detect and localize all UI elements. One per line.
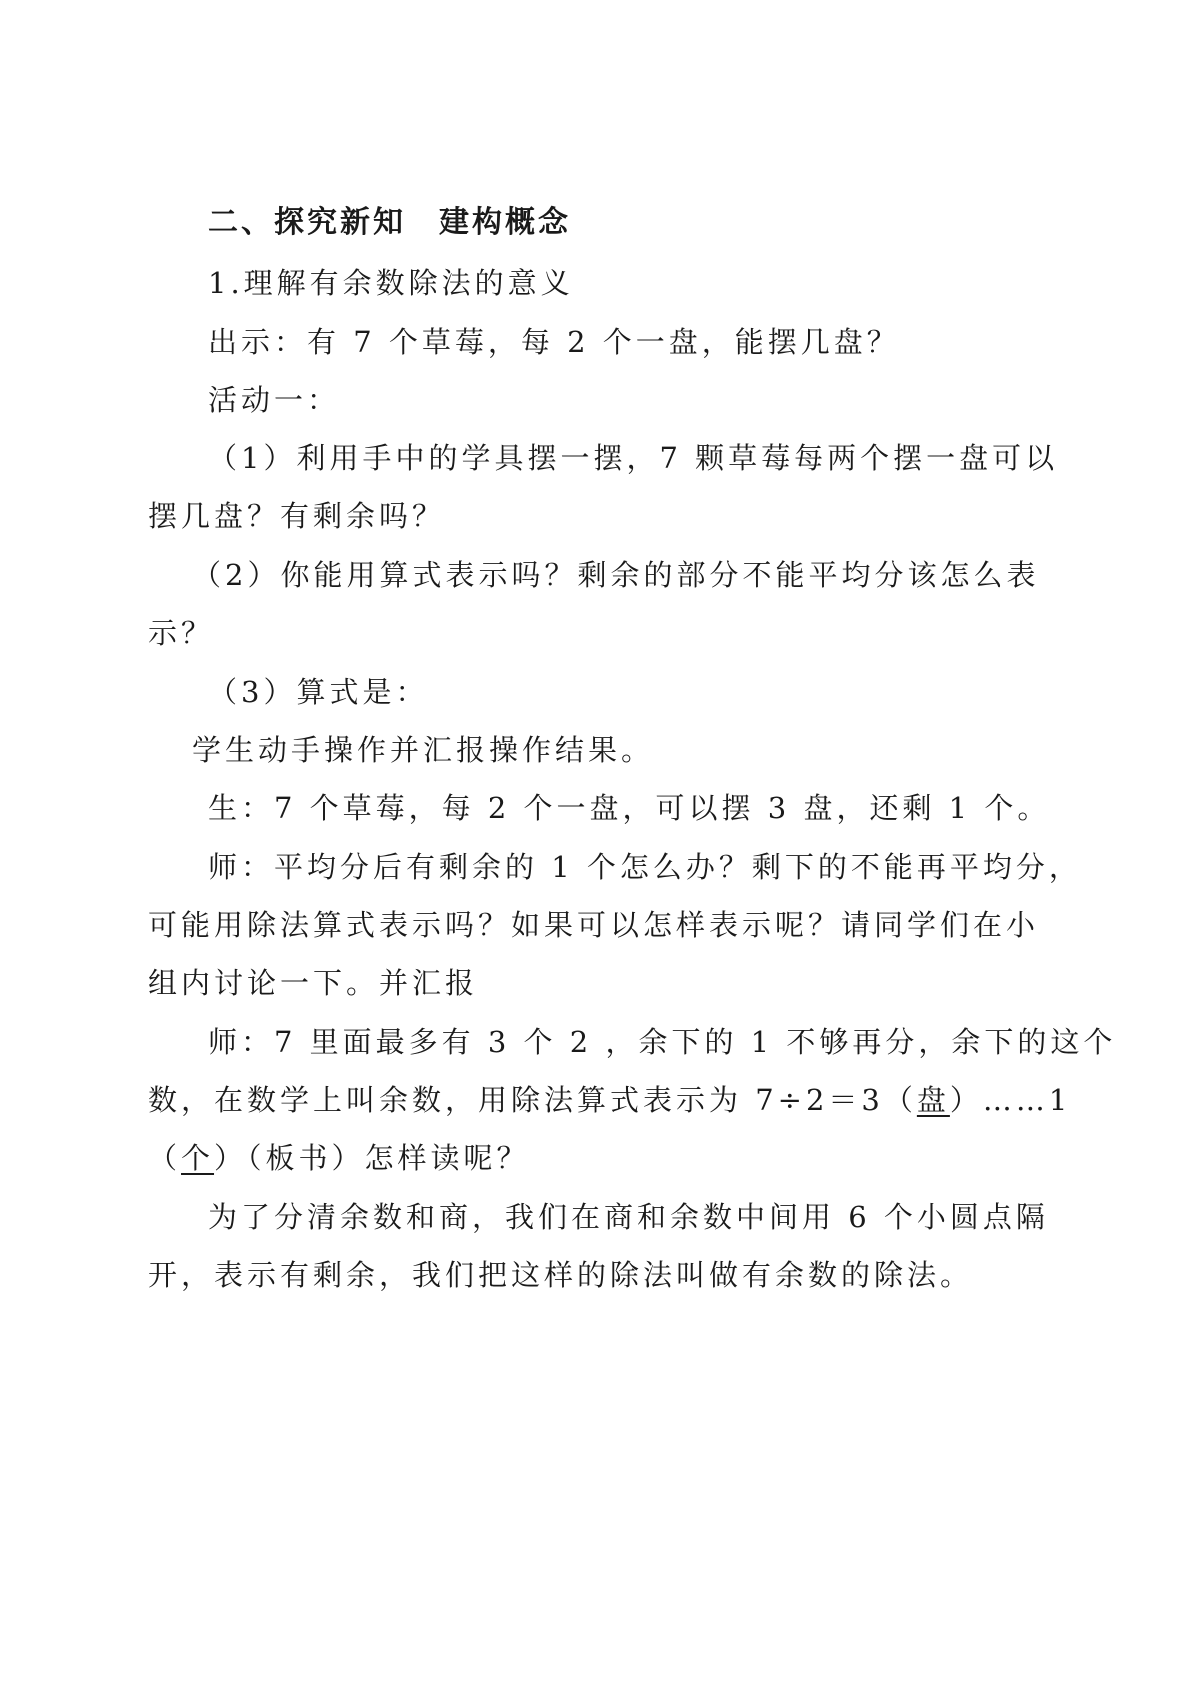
- teacher-2-line-1: 师：7 里面最多有 3 个 2 ，余下的 1 不够再分，余下的这个: [208, 1025, 1117, 1059]
- question-2-line-1: （2）你能用算式表示吗？剩余的部分不能平均分该怎么表: [192, 558, 1040, 592]
- teacher-1-line-1: 师：平均分后有剩余的 1 个怎么办？剩下的不能再平均分，: [208, 850, 1082, 884]
- student-action: 学生动手操作并汇报操作结果。: [192, 733, 655, 767]
- unit-piece: 个: [181, 1141, 215, 1175]
- paren-open: （: [148, 1141, 182, 1175]
- question-1-line-1: （1）利用手中的学具摆一摆，7 颗草莓每两个摆一盘可以: [208, 441, 1059, 475]
- subheading: 1.理解有余数除法的意义: [208, 266, 574, 300]
- section-heading: 二、探究新知 建构概念: [208, 205, 571, 240]
- student-answer: 生：7 个草莓，每 2 个一盘，可以摆 3 盘，还剩 1 个。: [208, 791, 1051, 825]
- unit-plate: 盘: [916, 1083, 950, 1117]
- teacher-1-line-3: 组内讨论一下。并汇报: [148, 966, 479, 1000]
- formula-text: 数，在数学上叫余数，用除法算式表示为 7÷2＝3（: [148, 1083, 917, 1117]
- board-note: ）（板书）怎样读呢？: [214, 1141, 530, 1175]
- question-3: （3）算式是：: [208, 675, 429, 709]
- explanation-line-1: 为了分清余数和商，我们在商和余数中间用 6 个小圆点隔: [208, 1200, 1049, 1234]
- teacher-2-line-3: [148, 1138, 530, 1178]
- question-1-line-2: 摆几盘？有剩余吗？: [148, 499, 446, 533]
- explanation-line-2: 开，表示有剩余，我们把这样的除法叫做有余数的除法。: [148, 1258, 974, 1292]
- problem-statement: 出示：有 7 个草莓，每 2 个一盘，能摆几盘？: [208, 325, 900, 359]
- remainder-text: ）……1: [949, 1083, 1072, 1117]
- activity-title: 活动一：: [208, 383, 341, 417]
- teacher-1-line-2: 可能用除法算式表示吗？如果可以怎样表示呢？请同学们在小: [148, 908, 1040, 942]
- teacher-2-line-2: [148, 1080, 1071, 1120]
- question-2-line-2: 示？: [148, 616, 215, 650]
